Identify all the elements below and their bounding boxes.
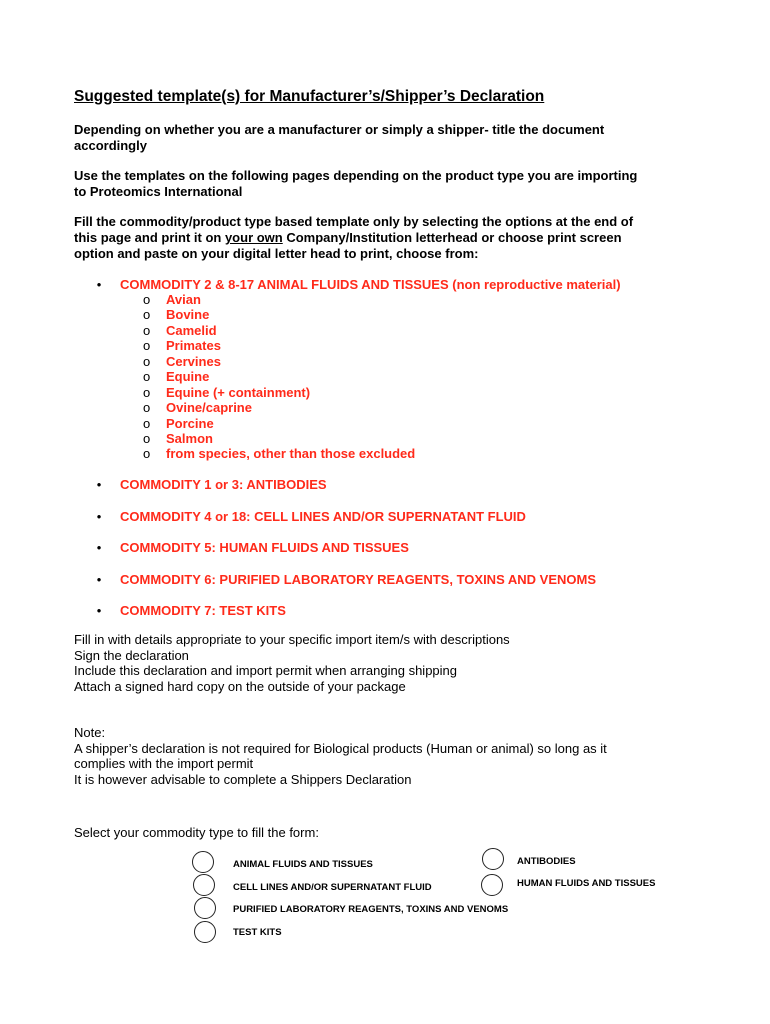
intro-1-line-2: accordingly (74, 138, 147, 153)
bullet-icon: • (96, 277, 102, 292)
commodity-reagents: COMMODITY 6: PURIFIED LABORATORY REAGENTS, TOXINS AND VENOMS (120, 572, 596, 587)
option-label-animal-fluids: ANIMAL FLUIDS AND TISSUES (233, 859, 373, 870)
species-item: Salmon (166, 430, 213, 446)
intro-2-line-2: to Proteomics International (74, 184, 243, 199)
species-item: Ovine/caprine (166, 400, 252, 416)
bullet-icon: • (96, 509, 102, 524)
commodity-antibodies: COMMODITY 1 or 3: ANTIBODIES (120, 477, 327, 492)
option-label-cell-lines: CELL LINES AND/OR SUPERNATANT FLUID (233, 882, 432, 893)
sub-bullet-icon: o (143, 322, 151, 338)
species-item: Equine (+ containment) (166, 384, 311, 400)
option-label-antibodies: ANTIBODIES (517, 856, 576, 867)
intro-paragraph-2 (74, 168, 704, 200)
sub-bullet-icon: o (143, 415, 151, 431)
intro-paragraph-1 (74, 122, 704, 154)
radio-cell-lines[interactable] (193, 874, 215, 896)
bullet-icon: • (96, 540, 102, 555)
option-label-human-fluids: HUMAN FLUIDS AND TISSUES (517, 878, 656, 889)
intro-paragraph-3 (74, 214, 704, 262)
species-item: Camelid (166, 322, 217, 338)
option-label-reagents: PURIFIED LABORATORY REAGENTS, TOXINS AND VENOMS (233, 904, 509, 915)
sub-bullet-icon: o (143, 369, 151, 385)
note-line-3: It is however advisable to complete a Shippers Declaration (74, 771, 412, 787)
sub-bullet-icon: o (143, 430, 151, 446)
radio-test-kits[interactable] (194, 921, 216, 943)
note-heading: Note: (74, 725, 106, 740)
species-item: from species, other than those excluded (166, 446, 416, 462)
radio-human-fluids[interactable] (481, 874, 503, 896)
note-block (74, 725, 714, 787)
sub-bullet-icon: o (143, 400, 151, 416)
sub-bullet-icon: o (143, 384, 151, 400)
intro-3-line-2-b: Company/Institution letterhead or choose print screen (282, 230, 622, 245)
bullet-icon: • (96, 477, 102, 492)
commodity-animal-fluids: COMMODITY 2 & 8-17 ANIMAL FLUIDS AND TISSUES (non reproductive material) (120, 277, 621, 292)
sub-bullet-icon: o (143, 307, 151, 323)
intro-3-underlined: your own (224, 230, 283, 245)
instructions-block (74, 632, 714, 694)
sub-bullet-icon: o (143, 446, 151, 462)
sub-bullet-icon: o (143, 338, 151, 354)
sub-bullet-icon: o (143, 292, 151, 307)
commodity-cell-lines: COMMODITY 4 or 18: CELL LINES AND/OR SUPERNATANT FLUID (120, 509, 526, 524)
page-title: Suggested template(s) for Manufacturer’s/Shipper’s Declaration (74, 88, 545, 105)
intro-2-line-1: Use the templates on the following pages depending on the product type you are importing (74, 168, 638, 183)
species-item: Cervines (166, 353, 221, 369)
instruction-line: Attach a signed hard copy on the outside of your package (74, 678, 406, 694)
instruction-line: Sign the declaration (74, 647, 189, 663)
bullet-icon: • (96, 603, 102, 618)
bullet-icon: • (96, 572, 102, 587)
intro-3-line-2 (74, 230, 704, 246)
species-item: Avian (166, 292, 201, 307)
radio-animal-fluids[interactable] (192, 851, 214, 873)
species-item: Equine (166, 369, 210, 385)
instruction-line: Fill in with details appropriate to your specific import item/s with descriptions (74, 632, 510, 647)
intro-3-line-1: Fill the commodity/product type based template only by selecting the options at the end of (74, 214, 634, 229)
intro-3-line-2-a: this page and print it on (74, 230, 225, 245)
form-prompt: Select your commodity type to fill the form: (74, 825, 319, 840)
intro-3-line-3: option and paste on your digital letter head to print, choose from: (74, 246, 479, 261)
species-item: Primates (166, 338, 221, 354)
note-line-2: complies with the import permit (74, 756, 254, 772)
commodity-test-kits: COMMODITY 7: TEST KITS (120, 603, 286, 618)
species-item: Porcine (166, 415, 214, 431)
note-line-1: A shipper’s declaration is not required for Biological products (Human or animal) so long as it (74, 740, 607, 756)
species-item: Bovine (166, 307, 210, 323)
option-label-test-kits: TEST KITS (233, 927, 282, 938)
radio-reagents[interactable] (194, 897, 216, 919)
commodity-human-fluids: COMMODITY 5: HUMAN FLUIDS AND TISSUES (120, 540, 409, 555)
intro-1-line-1: Depending on whether you are a manufacturer or simply a shipper- title the document (74, 122, 605, 137)
instruction-line: Include this declaration and import permit when arranging shipping (74, 663, 457, 679)
sub-bullet-icon: o (143, 353, 151, 369)
radio-antibodies[interactable] (482, 848, 504, 870)
